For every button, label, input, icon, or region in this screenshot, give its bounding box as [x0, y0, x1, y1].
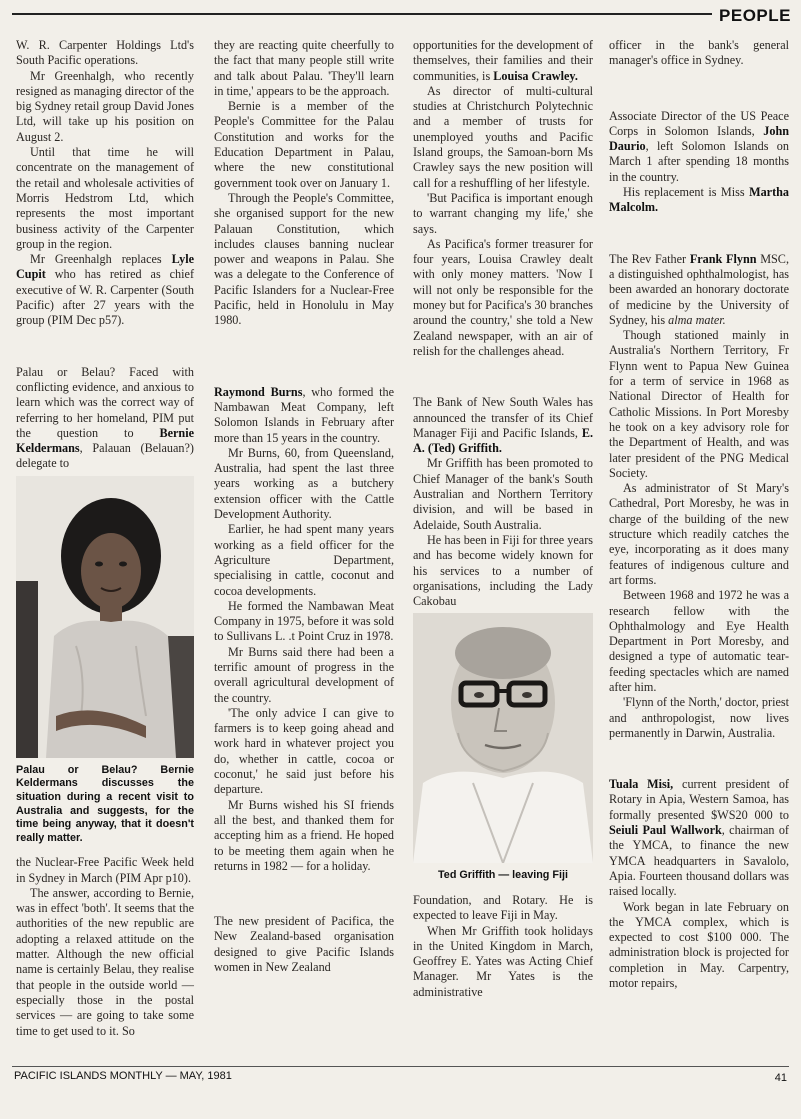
paragraph: Bernie is a member of the People's Committee for the Palau Constitution and works for the Education Department in Palau, where the new constitutional government took over on January 1. — [214, 99, 394, 190]
person-name: Seiuli Paul Wallwork — [609, 823, 722, 838]
column-4 — [609, 38, 789, 991]
paragraph: opportunities for the development of themselves, their families and their communities, is Louisa Crawley. — [413, 38, 593, 83]
paragraph: He has been in Fiji for three years and has become widely known for his services to a number of organisations, including the Lady Cakobau — [413, 532, 593, 609]
paragraph: When Mr Griffith took holidays in the United Kingdom in March, Geoffrey E. Yates was Acting Chief Manager. Mr Yates is the administrative — [413, 923, 593, 999]
paragraph: Through the People's Committee, she organised support for the new Palauan Constitution, which includes clauses banning nuclear power and weapons in Palau. She was a delegate to the Conference of Pacific Islanders for a Nuclear-Free Pacific, held in Honolulu in May 1980. — [214, 190, 394, 328]
column-2 — [214, 38, 394, 975]
column-1 — [16, 38, 194, 1039]
paragraph: the Nuclear-Free Pacific Week held in Sydney in March (PIM Apr p10). — [16, 855, 194, 885]
ted-griffith-photo — [413, 613, 593, 863]
footer-rule — [12, 1066, 789, 1067]
person-name: John Daurio — [609, 123, 789, 154]
paragraph: W. R. Carpenter Holdings Ltd's South Pacific operations. — [16, 38, 194, 68]
paragraph: As administrator of St Mary's Cathedral, Port Moresby, he was in charge of the building of the new structure which readily catches the eye, incorporating as it does many features of indigenous culture and art forms. — [609, 481, 789, 587]
paragraph: Tuala Misi, current president of Rotary in Apia, Western Samoa, has formally presented $WS20 000 to Seiuli Paul Wallwork, chairman of the YMCA, to finance the new YMCA headquarters in Savalolo, Apia. Fourteen thousand dollars was raised locally. — [609, 777, 789, 899]
person-name: E. A. (Ted) Griffith. — [413, 425, 593, 456]
person-name: Lyle Cupit — [16, 252, 194, 282]
paragraph: Foundation, and Rotary. He is expected to leave Fiji in May. — [413, 892, 593, 923]
paragraph: Though stationed mainly in Australia's Northern Territory, Fr Flynn went to Papua New Guinea for a term of service in 1968 as National Director of Health for Catholic Missions. In Port Moresby he took on a key advisory role for the Department of Health, and was later president of the PNG Medical Society. — [609, 328, 789, 480]
person-name: Louisa Crawley. — [493, 68, 578, 83]
paragraph: Palau or Belau? Faced with conflicting evidence, and anxious to learn which was the correct way of referring to her homeland, PIM put the question to Bernie Keldermans, Palauan (Belauan?) delegate to — [16, 364, 194, 471]
photo-caption: Ted Griffith — leaving Fiji — [438, 869, 568, 882]
publication-footer: PACIFIC ISLANDS MONTHLY — MAY, 1981 — [14, 1070, 232, 1082]
person-name: Raymond Burns — [214, 384, 303, 399]
paragraph: The Bank of New South Wales has announced the transfer of its Chief Manager Fiji and Pacific Islands, E. A. (Ted) Griffith. — [413, 395, 593, 456]
paragraph: Mr Burns said there had been a terrific amount of progress in the overall agricultural development of the country. — [214, 644, 394, 705]
paragraph: they are reacting quite cheerfully to the fact that many people still write and talk about Palau. 'They'll learn in time,' appears to be the approach. — [214, 38, 394, 98]
paragraph: Between 1968 and 1972 he was a research fellow with the Ophthalmology and Eye Health Department in Port Moresby, and designed a type of automatic tear-feeding spectacles which are named after him. — [609, 588, 789, 694]
column-3 — [413, 38, 593, 1000]
paragraph: Raymond Burns, who formed the Nambawan Meat Company, left Solomon Islands in February after more than 15 years in the country. — [214, 384, 394, 445]
paragraph: officer in the bank's general manager's office in Sydney. — [609, 38, 789, 68]
paragraph: Mr Greenhalgh replaces Lyle Cupit who has retired as chief executive of W. R. Carpenter (South Pacific) after 27 years with the group (PIM Dec p57). — [16, 252, 194, 328]
photo-caption: Palau or Belau? Bernie Keldermans discusses the situation during a recent visit to Australia and suggests, for the time being anyway, that it doesn't really matter. — [16, 763, 194, 844]
paragraph: Mr Griffith has been promoted to Chief Manager of the bank's South Australian and Northern Territory division, and will be based in Adelaide, South Australia. — [413, 456, 593, 532]
person-name: Martha Malcolm. — [609, 185, 789, 215]
paragraph: Mr Burns wished his SI friends all the best, and thanked them for accepting him as a friend. He hoped to be meeting them again when he returns in 1982 — for a holiday. — [214, 797, 394, 873]
paragraph: He formed the Nambawan Meat Company in 1975, before it was sold to Sullivans L. .t Point Cruz in 1978. — [214, 598, 394, 644]
paragraph: 'Flynn of the North,' doctor, priest and anthropologist, now lives permanently in Darwin, Australia. — [609, 695, 789, 740]
paragraph: Work began in late February on the YMCA complex, which is expected to cost $100 000. The administration block is projected for completion in May. Carpentry, motor repairs, — [609, 899, 789, 991]
paragraph: His replacement is Miss Martha Malcolm. — [609, 185, 789, 215]
header-rule — [12, 13, 712, 15]
paragraph: 'But Pacifica is important enough to warrant changing my life,' she says. — [413, 190, 593, 236]
paragraph: Mr Burns, 60, from Queensland, Australia, had spent the last three years working as a butchery extension officer with the Cattle Development Authority. — [214, 445, 394, 522]
person-name: Bernie Keldermans — [16, 425, 194, 456]
paragraph: The Rev Father Frank Flynn MSC, a distinguished ophthalmologist, has been awarded an honorary doctorate of medicine by the University of Sydney, his alma mater. — [609, 251, 789, 327]
section-heading: PEOPLE — [719, 6, 791, 25]
bernie-keldermans-photo — [16, 476, 194, 758]
person-name: Frank Flynn — [689, 251, 757, 266]
paragraph: 'The only advice I can give to farmers is to keep going ahead and work hard in whatever project you do, whether in cattle, cocoa or coconut,' he said just before his departure. — [214, 705, 394, 797]
paragraph: The answer, according to Bernie, was in effect 'both'. It seems that the authorities of the new republic are adopting a relaxed attitude on the matter. Although the new official name is certainly Belau, they realise that people in the outside world — especially those in the postal services — are going to take some time to get used to it. So — [16, 885, 194, 1038]
paragraph: Mr Greenhalgh, who recently resigned as managing director of the big Sydney retail group David Jones Ltd, will take up his position on August 2. — [16, 68, 194, 144]
page-number: 41 — [774, 1072, 787, 1084]
paragraph: The new president of Pacifica, the New Zealand-based organisation designed to give Pacific Islands women in New Zealand — [214, 914, 394, 975]
paragraph: Associate Director of the US Peace Corps in Solomon Islands, John Daurio, left Solomon Islands on March 1 after spending 18 months in the country. — [609, 108, 789, 184]
paragraph: Until that time he will concentrate on the management of the retail and wholesale activities of Morris Hedstrom Ltd, which represents the most important business activity of the Carpenter group in the region. — [16, 145, 194, 251]
paragraph: As director of multi-cultural studies at Christchurch Polytechnic and a member of trusts for unemployed youths and Pacific Island groups, the Samoan-born Ms Crawley says the new position will call for a reshuffling of her lifestyle. — [413, 83, 593, 190]
paragraph: As Pacifica's former treasurer for four years, Louisa Crawley dealt with only money matters. 'Now I will not only be responsible for the money but for Pacifica's 30 branches around the country,' she told a New Zealand newspaper, with an air of relish for the challenges ahead. — [413, 236, 593, 358]
person-name: Tuala Misi, — [609, 777, 674, 792]
paragraph: Earlier, he had spent many years working as a field officer for the Agriculture Department, specialising in cattle, coconut and cocoa developments. — [214, 522, 394, 598]
